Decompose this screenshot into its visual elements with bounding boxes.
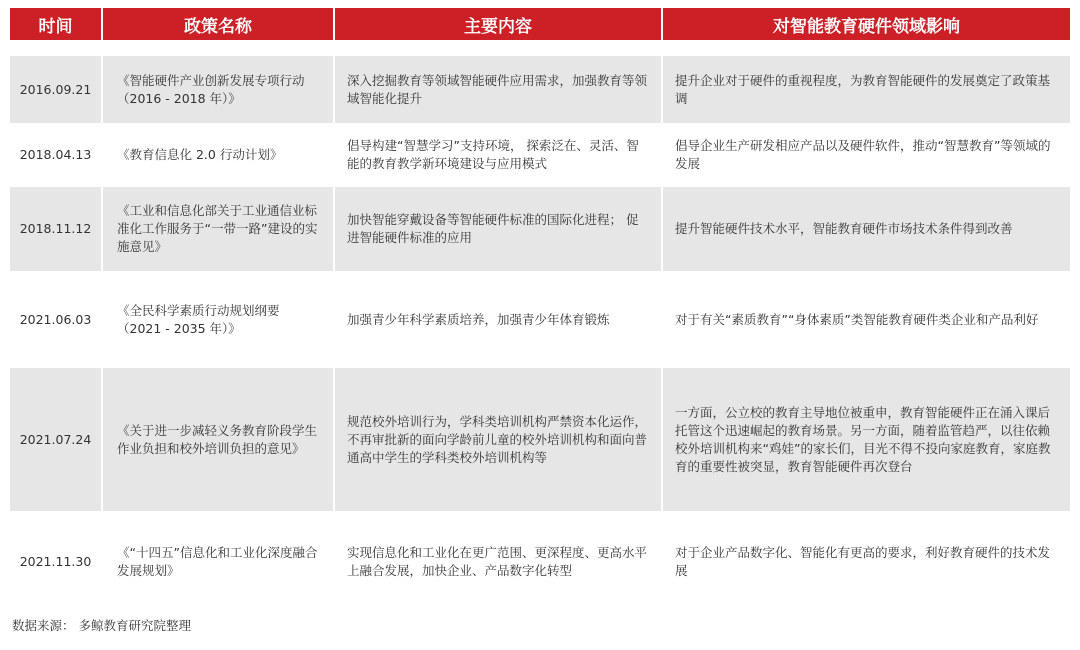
row-content: 倡导构建“智慧学习”支持环境， 探索泛在、灵活、智能的教育教学新环境建设与应用模式 bbox=[335, 125, 663, 187]
row-date: 2021.11.30 bbox=[10, 513, 103, 613]
row-impact: 对于有关“素质教育”“身体素质”类智能教育硬件类企业和产品利好 bbox=[663, 273, 1070, 368]
header-impact: 对智能教育硬件领域影响 bbox=[663, 8, 1070, 40]
row-policy-name: 《教育信息化 2.0 行动计划》 bbox=[103, 125, 335, 187]
row-content: 规范校外培训行为，学科类培训机构严禁资本化运作，不再审批新的面向学龄前儿童的校外培训机构和面向普通高中学生的学科类校外培训机构等 bbox=[335, 368, 663, 513]
table-header-row bbox=[10, 8, 1070, 40]
table-row bbox=[10, 273, 1070, 368]
row-impact: 一方面，公立校的教育主导地位被重申，教育智能硬件正在涌入课后托管这个迅速崛起的教育场景。另一方面，随着监管趋严，以往依赖校外培训机构来“鸡娃”的家长们，目光不得不投向家庭教育，家庭教育的重要性被突显，教育智能硬件再次登台 bbox=[663, 368, 1070, 513]
table-row bbox=[10, 368, 1070, 513]
data-source-note: 数据来源： 多鲸教育研究院整理 bbox=[12, 618, 191, 633]
row-policy-name: 《智能硬件产业创新发展专项行动（2016 - 2018 年）》 bbox=[103, 56, 335, 125]
table-row bbox=[10, 513, 1070, 613]
row-policy-name: 《全民科学素质行动规划纲要（2021 - 2035 年）》 bbox=[103, 273, 335, 368]
row-date: 2018.11.12 bbox=[10, 187, 103, 273]
policy-table bbox=[10, 8, 1070, 613]
row-policy-name: 《工业和信息化部关于工业通信业标准化工作服务于“一带一路”建设的实施意见》 bbox=[103, 187, 335, 273]
row-date: 2021.06.03 bbox=[10, 273, 103, 368]
row-policy-name: 《关于进一步减轻义务教育阶段学生作业负担和校外培训负担的意见》 bbox=[103, 368, 335, 513]
row-content: 加强青少年科学素质培养，加强青少年体育锻炼 bbox=[335, 273, 663, 368]
row-content: 深入挖掘教育等领域智能硬件应用需求，加强教育等领域智能化提升 bbox=[335, 56, 663, 125]
table-row bbox=[10, 125, 1070, 187]
row-impact: 提升企业对于硬件的重视程度，为教育智能硬件的发展奠定了政策基调 bbox=[663, 56, 1070, 125]
table-row bbox=[10, 56, 1070, 125]
row-impact: 提升智能硬件技术水平，智能教育硬件市场技术条件得到改善 bbox=[663, 187, 1070, 273]
header-spacer bbox=[10, 40, 1070, 56]
row-impact: 对于企业产品数字化、智能化有更高的要求，利好教育硬件的技术发展 bbox=[663, 513, 1070, 613]
row-policy-name: 《“十四五”信息化和工业化深度融合发展规划》 bbox=[103, 513, 335, 613]
header-time: 时间 bbox=[10, 8, 103, 40]
header-main-content: 主要内容 bbox=[335, 8, 663, 40]
header-policy-name: 政策名称 bbox=[103, 8, 335, 40]
table-row bbox=[10, 187, 1070, 273]
policy-table-container bbox=[10, 8, 1070, 613]
row-date: 2018.04.13 bbox=[10, 125, 103, 187]
row-impact: 倡导企业生产研发相应产品以及硬件软件，推动“智慧教育”等领域的发展 bbox=[663, 125, 1070, 187]
row-content: 实现信息化和工业化在更广范围、更深程度、更高水平上融合发展，加快企业、产品数字化转型 bbox=[335, 513, 663, 613]
row-date: 2021.07.24 bbox=[10, 368, 103, 513]
row-content: 加快智能穿戴设备等智能硬件标准的国际化进程； 促进智能硬件标准的应用 bbox=[335, 187, 663, 273]
row-date: 2016.09.21 bbox=[10, 56, 103, 125]
